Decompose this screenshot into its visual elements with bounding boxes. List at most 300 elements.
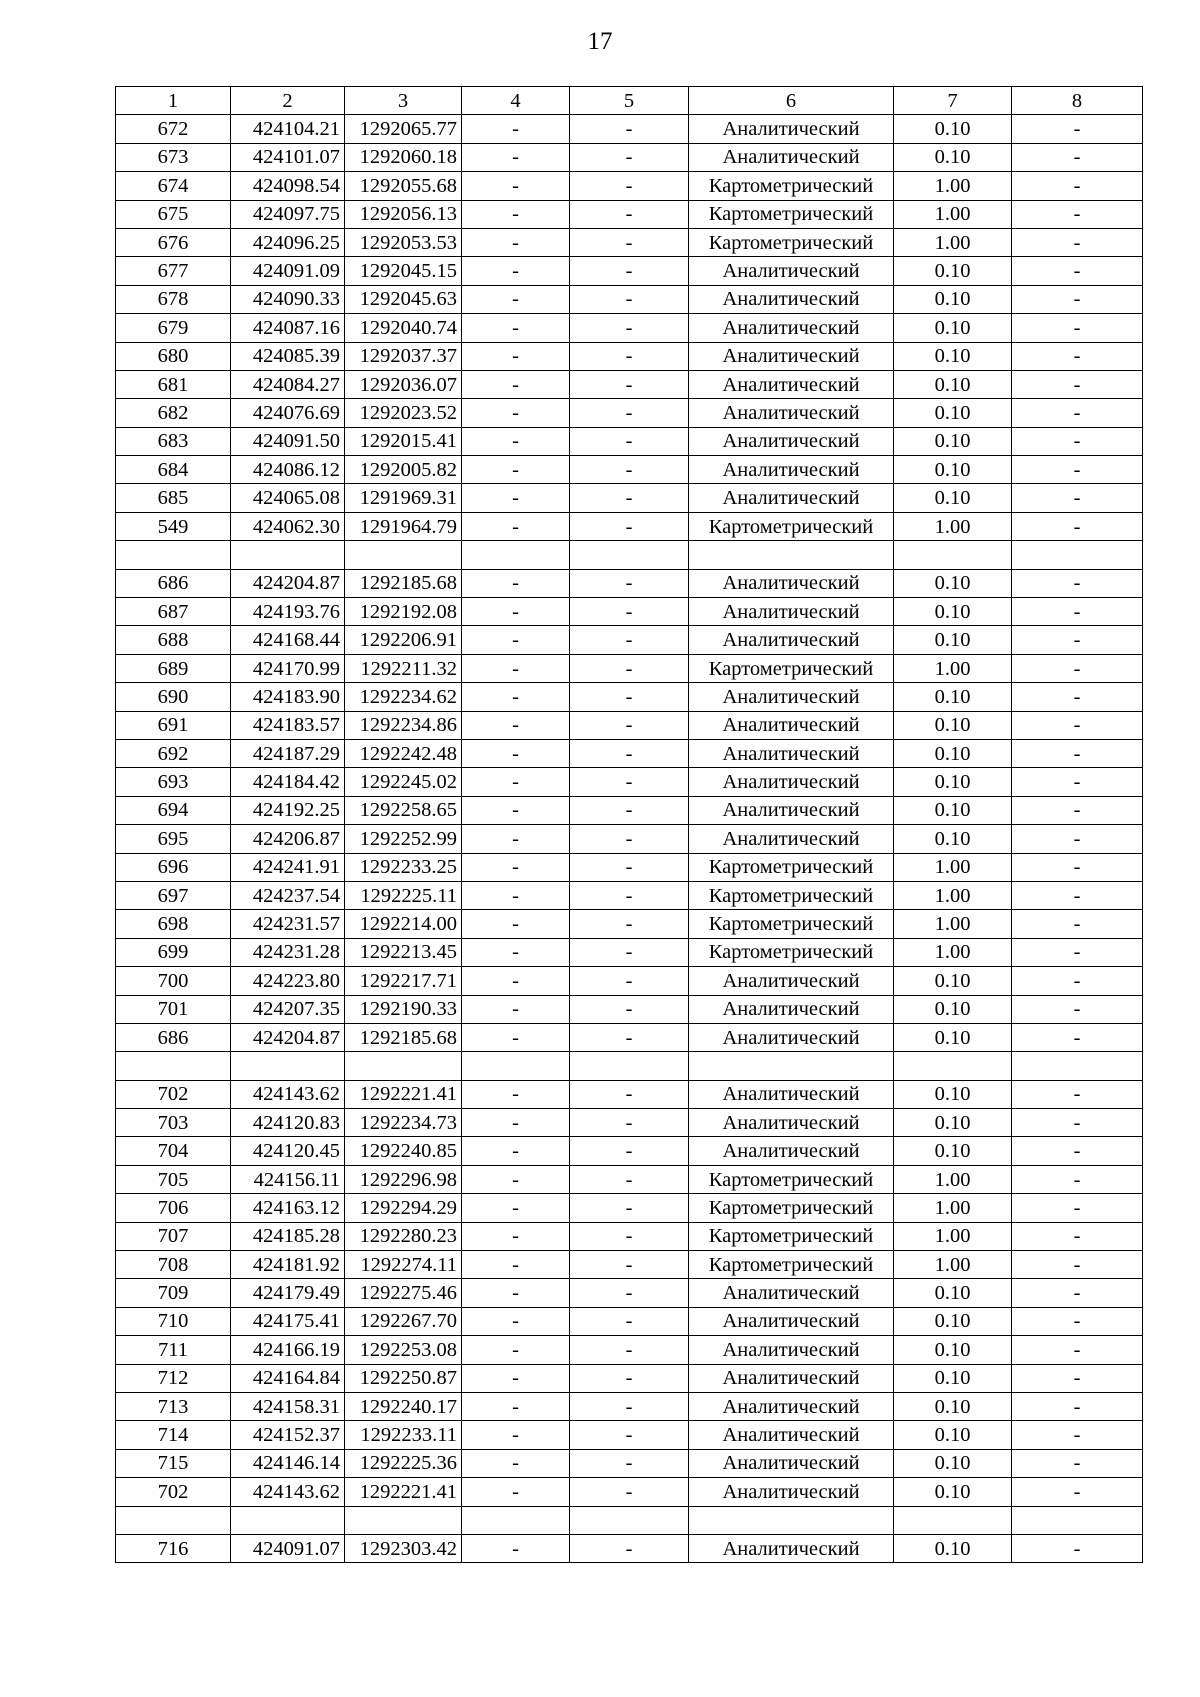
column-8-cell: -	[1012, 995, 1143, 1023]
column-8-cell: -	[1012, 456, 1143, 484]
y-coordinate-cell: 1292060.18	[345, 143, 462, 171]
column-4-cell	[462, 1506, 570, 1534]
table-row	[116, 1109, 1143, 1137]
x-coordinate-cell: 424164.84	[231, 1364, 345, 1392]
column-5-cell: -	[570, 1392, 689, 1420]
column-5-cell: -	[570, 427, 689, 455]
x-coordinate-cell	[231, 1052, 345, 1080]
x-coordinate-cell: 424207.35	[231, 995, 345, 1023]
column-8-cell: -	[1012, 1137, 1143, 1165]
table-row	[116, 654, 1143, 682]
y-coordinate-cell	[345, 1052, 462, 1080]
column-8-cell: -	[1012, 910, 1143, 938]
table-row	[116, 512, 1143, 540]
method-cell: Аналитический	[689, 626, 894, 654]
column-8-cell: -	[1012, 1251, 1143, 1279]
x-coordinate-cell: 424152.37	[231, 1421, 345, 1449]
method-cell: Картометрический	[689, 1251, 894, 1279]
column-4-cell: -	[462, 711, 570, 739]
x-coordinate-cell: 424187.29	[231, 739, 345, 767]
x-coordinate-cell: 424096.25	[231, 228, 345, 256]
y-coordinate-cell: 1292211.32	[345, 654, 462, 682]
y-coordinate-cell: 1292015.41	[345, 427, 462, 455]
y-coordinate-cell: 1292005.82	[345, 456, 462, 484]
column-5-cell: -	[570, 172, 689, 200]
point-number-cell: 701	[116, 995, 231, 1023]
x-coordinate-cell: 424170.99	[231, 654, 345, 682]
column-5-cell: -	[570, 683, 689, 711]
y-coordinate-cell: 1292045.15	[345, 257, 462, 285]
column-8-cell: -	[1012, 739, 1143, 767]
y-coordinate-cell: 1291964.79	[345, 512, 462, 540]
point-number-cell: 675	[116, 200, 231, 228]
column-4-cell: -	[462, 1251, 570, 1279]
x-coordinate-cell: 424184.42	[231, 768, 345, 796]
y-coordinate-cell: 1292280.23	[345, 1222, 462, 1250]
column-5-cell: -	[570, 1251, 689, 1279]
column-8-cell: -	[1012, 768, 1143, 796]
y-coordinate-cell: 1292213.45	[345, 938, 462, 966]
y-coordinate-cell: 1292053.53	[345, 228, 462, 256]
table-row	[116, 200, 1143, 228]
column-8-cell: -	[1012, 796, 1143, 824]
column-4-cell: -	[462, 115, 570, 143]
method-cell: Картометрический	[689, 910, 894, 938]
accuracy-cell: 0.10	[894, 995, 1012, 1023]
table-row	[116, 370, 1143, 398]
accuracy-cell: 0.10	[894, 739, 1012, 767]
column-4-cell: -	[462, 1307, 570, 1335]
accuracy-cell: 0.10	[894, 1478, 1012, 1506]
column-8-cell: -	[1012, 314, 1143, 342]
method-cell: Аналитический	[689, 115, 894, 143]
y-coordinate-cell: 1292240.17	[345, 1392, 462, 1420]
point-number-cell: 674	[116, 172, 231, 200]
point-number-cell: 709	[116, 1279, 231, 1307]
column-4-cell: -	[462, 1023, 570, 1051]
column-5-cell: -	[570, 739, 689, 767]
point-number-cell	[116, 1052, 231, 1080]
accuracy-cell: 0.10	[894, 484, 1012, 512]
accuracy-cell: 0.10	[894, 1392, 1012, 1420]
point-number-cell: 712	[116, 1364, 231, 1392]
x-coordinate-cell: 424087.16	[231, 314, 345, 342]
table-row	[116, 1165, 1143, 1193]
x-coordinate-cell: 424076.69	[231, 399, 345, 427]
table-row	[116, 683, 1143, 711]
table-row	[116, 285, 1143, 313]
point-number-cell: 694	[116, 796, 231, 824]
x-coordinate-cell: 424156.11	[231, 1165, 345, 1193]
accuracy-cell: 0.10	[894, 796, 1012, 824]
accuracy-cell	[894, 1506, 1012, 1534]
y-coordinate-cell: 1292206.91	[345, 626, 462, 654]
column-4-cell: -	[462, 370, 570, 398]
column-8-cell: -	[1012, 370, 1143, 398]
column-4-cell: -	[462, 910, 570, 938]
column-4-cell: -	[462, 626, 570, 654]
column-5-cell: -	[570, 598, 689, 626]
point-number-cell: 707	[116, 1222, 231, 1250]
column-5-cell: -	[570, 484, 689, 512]
table-row	[116, 626, 1143, 654]
column-5-cell: -	[570, 796, 689, 824]
column-8-cell: -	[1012, 1307, 1143, 1335]
point-number-cell: 680	[116, 342, 231, 370]
table-row	[116, 1478, 1143, 1506]
column-4-cell: -	[462, 1534, 570, 1562]
x-coordinate-cell: 424204.87	[231, 1023, 345, 1051]
column-8-cell: -	[1012, 1392, 1143, 1420]
x-coordinate-cell: 424120.83	[231, 1109, 345, 1137]
accuracy-cell: 1.00	[894, 228, 1012, 256]
column-4-cell: -	[462, 1165, 570, 1193]
x-coordinate-cell: 424231.57	[231, 910, 345, 938]
accuracy-cell: 0.10	[894, 768, 1012, 796]
column-4-cell: -	[462, 399, 570, 427]
column-header: 2	[231, 87, 345, 115]
point-number-cell: 684	[116, 456, 231, 484]
column-header: 8	[1012, 87, 1143, 115]
y-coordinate-cell: 1292214.00	[345, 910, 462, 938]
column-5-cell: -	[570, 1194, 689, 1222]
point-number-cell: 708	[116, 1251, 231, 1279]
x-coordinate-cell: 424179.49	[231, 1279, 345, 1307]
table-row	[116, 1279, 1143, 1307]
table-row	[116, 1449, 1143, 1477]
y-coordinate-cell: 1292225.11	[345, 881, 462, 909]
column-5-cell: -	[570, 910, 689, 938]
column-8-cell: -	[1012, 881, 1143, 909]
y-coordinate-cell: 1292225.36	[345, 1449, 462, 1477]
accuracy-cell: 0.10	[894, 370, 1012, 398]
method-cell: Аналитический	[689, 967, 894, 995]
column-4-cell	[462, 541, 570, 569]
column-5-cell: -	[570, 1336, 689, 1364]
method-cell: Аналитический	[689, 257, 894, 285]
column-8-cell: -	[1012, 172, 1143, 200]
table-row	[116, 1392, 1143, 1420]
table-row	[116, 796, 1143, 824]
column-8-cell: -	[1012, 1478, 1143, 1506]
point-number-cell: 676	[116, 228, 231, 256]
accuracy-cell: 1.00	[894, 1222, 1012, 1250]
column-5-cell	[570, 541, 689, 569]
accuracy-cell: 0.10	[894, 1421, 1012, 1449]
table-row	[116, 172, 1143, 200]
point-number-cell: 683	[116, 427, 231, 455]
method-cell: Аналитический	[689, 1109, 894, 1137]
point-number-cell: 703	[116, 1109, 231, 1137]
column-4-cell: -	[462, 1279, 570, 1307]
separator-row	[116, 541, 1143, 569]
accuracy-cell: 0.10	[894, 1137, 1012, 1165]
accuracy-cell: 0.10	[894, 683, 1012, 711]
y-coordinate-cell: 1292240.85	[345, 1137, 462, 1165]
column-8-cell: -	[1012, 143, 1143, 171]
x-coordinate-cell: 424168.44	[231, 626, 345, 654]
x-coordinate-cell: 424090.33	[231, 285, 345, 313]
method-cell: Аналитический	[689, 1421, 894, 1449]
point-number-cell	[116, 1506, 231, 1534]
accuracy-cell: 0.10	[894, 825, 1012, 853]
column-8-cell: -	[1012, 598, 1143, 626]
accuracy-cell: 0.10	[894, 399, 1012, 427]
column-8-cell: -	[1012, 683, 1143, 711]
table-row	[116, 938, 1143, 966]
x-coordinate-cell: 424091.09	[231, 257, 345, 285]
column-5-cell: -	[570, 370, 689, 398]
x-coordinate-cell: 424084.27	[231, 370, 345, 398]
accuracy-cell: 1.00	[894, 200, 1012, 228]
y-coordinate-cell: 1292221.41	[345, 1080, 462, 1108]
x-coordinate-cell: 424183.90	[231, 683, 345, 711]
method-cell: Аналитический	[689, 484, 894, 512]
column-5-cell: -	[570, 1222, 689, 1250]
column-5-cell: -	[570, 1080, 689, 1108]
column-8-cell: -	[1012, 1449, 1143, 1477]
column-4-cell: -	[462, 1222, 570, 1250]
accuracy-cell: 0.10	[894, 1534, 1012, 1562]
y-coordinate-cell: 1292190.33	[345, 995, 462, 1023]
method-cell: Картометрический	[689, 200, 894, 228]
method-cell: Картометрический	[689, 512, 894, 540]
method-cell: Аналитический	[689, 1137, 894, 1165]
column-header: 1	[116, 87, 231, 115]
column-4-cell: -	[462, 1194, 570, 1222]
method-cell: Аналитический	[689, 314, 894, 342]
point-number-cell: 711	[116, 1336, 231, 1364]
column-5-cell: -	[570, 1137, 689, 1165]
point-number-cell: 693	[116, 768, 231, 796]
column-4-cell: -	[462, 1392, 570, 1420]
point-number-cell: 696	[116, 853, 231, 881]
y-coordinate-cell: 1292275.46	[345, 1279, 462, 1307]
accuracy-cell: 0.10	[894, 1307, 1012, 1335]
x-coordinate-cell: 424065.08	[231, 484, 345, 512]
y-coordinate-cell: 1292274.11	[345, 1251, 462, 1279]
point-number-cell: 697	[116, 881, 231, 909]
y-coordinate-cell: 1292056.13	[345, 200, 462, 228]
x-coordinate-cell: 424163.12	[231, 1194, 345, 1222]
y-coordinate-cell: 1292234.62	[345, 683, 462, 711]
y-coordinate-cell: 1292185.68	[345, 1023, 462, 1051]
column-5-cell: -	[570, 1421, 689, 1449]
column-8-cell: -	[1012, 512, 1143, 540]
method-cell: Картометрический	[689, 1165, 894, 1193]
method-cell: Картометрический	[689, 1194, 894, 1222]
table-row	[116, 314, 1143, 342]
point-number-cell: 695	[116, 825, 231, 853]
point-number-cell: 678	[116, 285, 231, 313]
column-5-cell: -	[570, 995, 689, 1023]
table-row	[116, 484, 1143, 512]
column-8-cell: -	[1012, 938, 1143, 966]
column-5-cell: -	[570, 881, 689, 909]
column-8-cell: -	[1012, 569, 1143, 597]
method-cell: Картометрический	[689, 881, 894, 909]
point-number-cell: 687	[116, 598, 231, 626]
column-header: 4	[462, 87, 570, 115]
column-5-cell: -	[570, 825, 689, 853]
column-5-cell: -	[570, 967, 689, 995]
header-row	[116, 87, 1143, 115]
method-cell: Аналитический	[689, 1279, 894, 1307]
point-number-cell: 689	[116, 654, 231, 682]
column-8-cell: -	[1012, 1364, 1143, 1392]
method-cell: Аналитический	[689, 1307, 894, 1335]
method-cell: Аналитический	[689, 995, 894, 1023]
column-4-cell: -	[462, 1449, 570, 1477]
column-4-cell: -	[462, 853, 570, 881]
point-number-cell: 686	[116, 1023, 231, 1051]
column-8-cell	[1012, 1506, 1143, 1534]
x-coordinate-cell: 424237.54	[231, 881, 345, 909]
method-cell	[689, 1052, 894, 1080]
method-cell: Аналитический	[689, 143, 894, 171]
y-coordinate-cell: 1292253.08	[345, 1336, 462, 1364]
y-coordinate-cell	[345, 541, 462, 569]
y-coordinate-cell: 1292065.77	[345, 115, 462, 143]
method-cell	[689, 1506, 894, 1534]
column-5-cell: -	[570, 768, 689, 796]
accuracy-cell: 1.00	[894, 910, 1012, 938]
column-5-cell: -	[570, 1478, 689, 1506]
accuracy-cell: 0.10	[894, 1449, 1012, 1477]
x-coordinate-cell: 424143.62	[231, 1080, 345, 1108]
accuracy-cell: 1.00	[894, 881, 1012, 909]
table-row	[116, 115, 1143, 143]
column-8-cell: -	[1012, 115, 1143, 143]
accuracy-cell: 0.10	[894, 1080, 1012, 1108]
x-coordinate-cell: 424097.75	[231, 200, 345, 228]
point-number-cell: 706	[116, 1194, 231, 1222]
column-4-cell: -	[462, 512, 570, 540]
column-5-cell: -	[570, 1279, 689, 1307]
column-4-cell: -	[462, 257, 570, 285]
column-8-cell: -	[1012, 257, 1143, 285]
column-5-cell: -	[570, 1165, 689, 1193]
method-cell: Аналитический	[689, 399, 894, 427]
y-coordinate-cell: 1292192.08	[345, 598, 462, 626]
column-5-cell: -	[570, 200, 689, 228]
method-cell: Аналитический	[689, 1534, 894, 1562]
method-cell: Аналитический	[689, 796, 894, 824]
x-coordinate-cell	[231, 541, 345, 569]
column-4-cell: -	[462, 143, 570, 171]
point-number-cell: 681	[116, 370, 231, 398]
x-coordinate-cell: 424120.45	[231, 1137, 345, 1165]
method-cell	[689, 541, 894, 569]
point-number-cell: 691	[116, 711, 231, 739]
x-coordinate-cell: 424223.80	[231, 967, 345, 995]
table-row	[116, 1194, 1143, 1222]
column-8-cell: -	[1012, 1336, 1143, 1364]
column-header: 3	[345, 87, 462, 115]
x-coordinate-cell: 424181.92	[231, 1251, 345, 1279]
method-cell: Аналитический	[689, 739, 894, 767]
column-4-cell: -	[462, 569, 570, 597]
table-row	[116, 825, 1143, 853]
table-row	[116, 598, 1143, 626]
method-cell: Аналитический	[689, 285, 894, 313]
column-5-cell: -	[570, 1109, 689, 1137]
accuracy-cell: 1.00	[894, 172, 1012, 200]
column-5-cell: -	[570, 938, 689, 966]
method-cell: Аналитический	[689, 569, 894, 597]
x-coordinate-cell: 424185.28	[231, 1222, 345, 1250]
table-row	[116, 399, 1143, 427]
method-cell: Аналитический	[689, 711, 894, 739]
method-cell: Картометрический	[689, 172, 894, 200]
point-number-cell: 686	[116, 569, 231, 597]
x-coordinate-cell: 424101.07	[231, 143, 345, 171]
column-4-cell: -	[462, 427, 570, 455]
method-cell: Аналитический	[689, 1080, 894, 1108]
accuracy-cell: 0.10	[894, 1364, 1012, 1392]
x-coordinate-cell: 424206.87	[231, 825, 345, 853]
table-row	[116, 910, 1143, 938]
column-4-cell: -	[462, 1478, 570, 1506]
column-4-cell: -	[462, 825, 570, 853]
method-cell: Аналитический	[689, 1336, 894, 1364]
column-8-cell: -	[1012, 1080, 1143, 1108]
column-4-cell: -	[462, 314, 570, 342]
method-cell: Картометрический	[689, 228, 894, 256]
accuracy-cell: 1.00	[894, 512, 1012, 540]
point-number-cell	[116, 541, 231, 569]
method-cell: Аналитический	[689, 1392, 894, 1420]
column-5-cell: -	[570, 711, 689, 739]
column-4-cell: -	[462, 654, 570, 682]
column-8-cell: -	[1012, 228, 1143, 256]
column-5-cell: -	[570, 314, 689, 342]
y-coordinate-cell: 1292234.86	[345, 711, 462, 739]
x-coordinate-cell: 424146.14	[231, 1449, 345, 1477]
accuracy-cell: 0.10	[894, 967, 1012, 995]
column-4-cell: -	[462, 1109, 570, 1137]
x-coordinate-cell: 424241.91	[231, 853, 345, 881]
accuracy-cell: 0.10	[894, 314, 1012, 342]
point-number-cell: 715	[116, 1449, 231, 1477]
column-5-cell: -	[570, 512, 689, 540]
column-5-cell: -	[570, 626, 689, 654]
point-number-cell: 688	[116, 626, 231, 654]
accuracy-cell: 1.00	[894, 1194, 1012, 1222]
y-coordinate-cell: 1292221.41	[345, 1478, 462, 1506]
x-coordinate-cell: 424085.39	[231, 342, 345, 370]
accuracy-cell: 0.10	[894, 456, 1012, 484]
table-row	[116, 853, 1143, 881]
column-8-cell: -	[1012, 399, 1143, 427]
column-5-cell: -	[570, 1307, 689, 1335]
column-header: 7	[894, 87, 1012, 115]
table-row	[116, 257, 1143, 285]
x-coordinate-cell: 424192.25	[231, 796, 345, 824]
y-coordinate-cell: 1292242.48	[345, 739, 462, 767]
y-coordinate-cell: 1292233.11	[345, 1421, 462, 1449]
column-8-cell: -	[1012, 1534, 1143, 1562]
method-cell: Аналитический	[689, 1449, 894, 1477]
y-coordinate-cell: 1291969.31	[345, 484, 462, 512]
column-5-cell: -	[570, 285, 689, 313]
separator-row	[116, 1052, 1143, 1080]
column-8-cell: -	[1012, 1279, 1143, 1307]
accuracy-cell: 0.10	[894, 569, 1012, 597]
column-4-cell: -	[462, 938, 570, 966]
table-row	[116, 739, 1143, 767]
y-coordinate-cell: 1292252.99	[345, 825, 462, 853]
